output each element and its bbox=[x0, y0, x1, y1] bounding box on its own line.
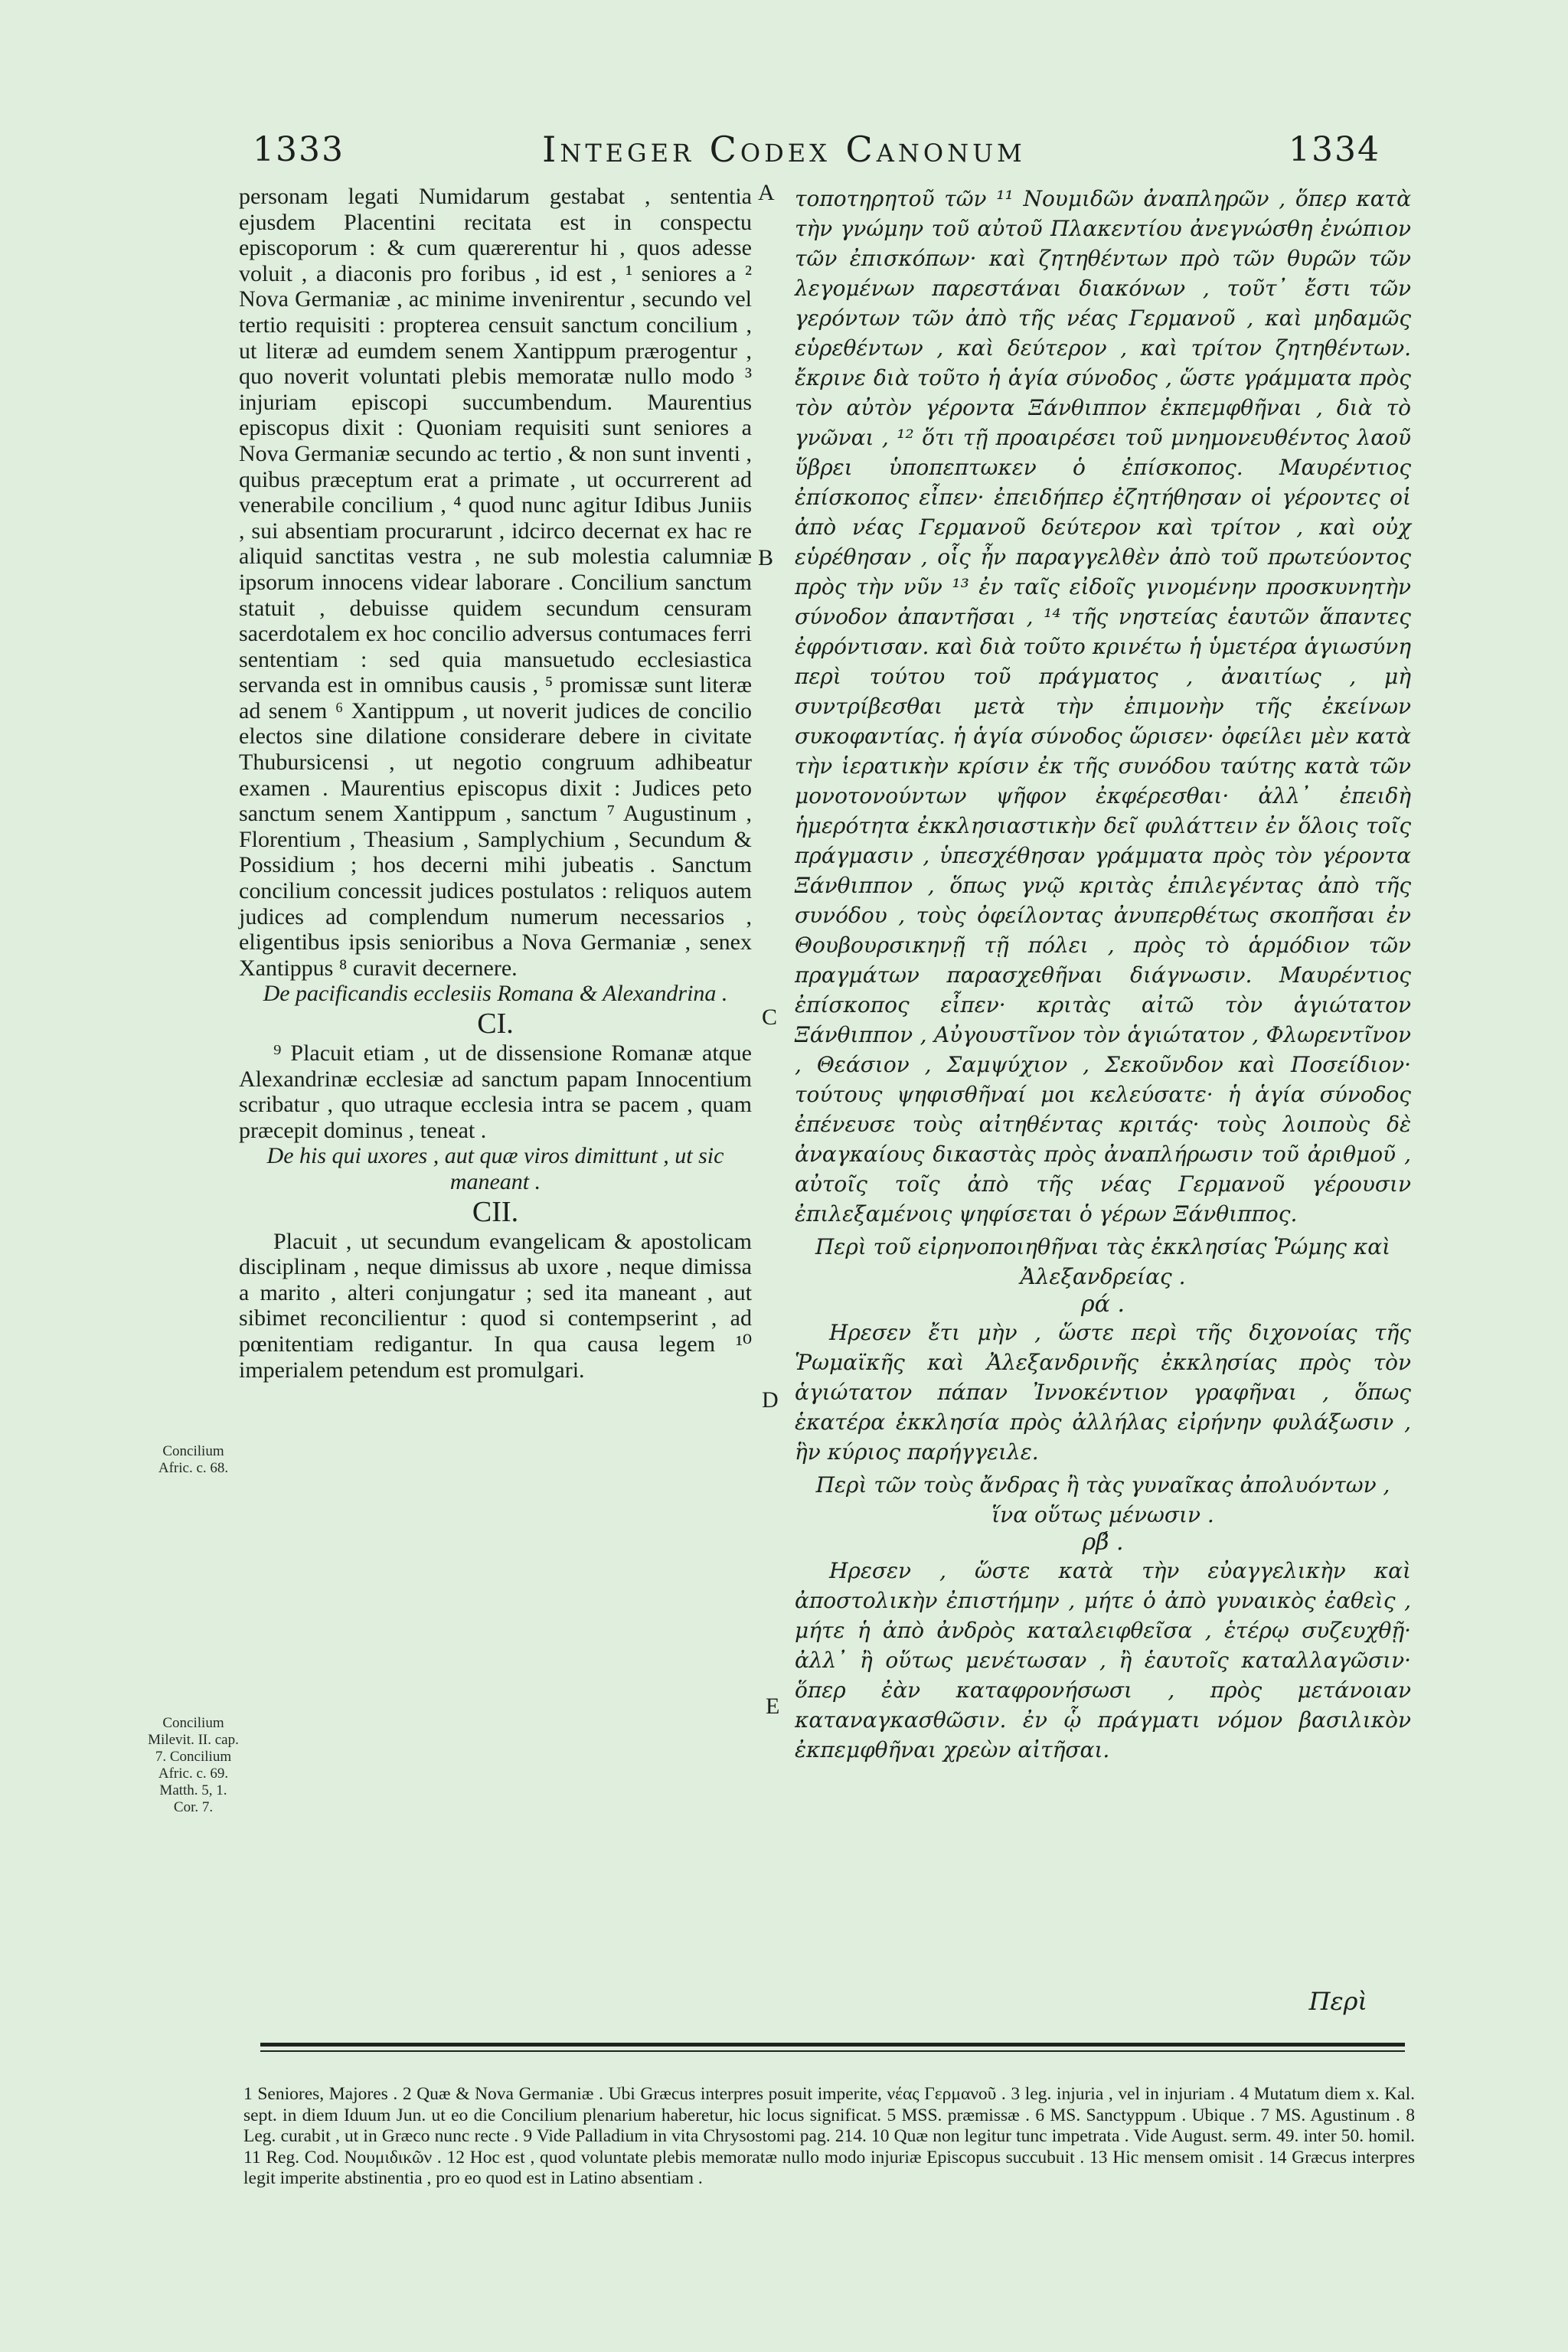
catchword: Περὶ bbox=[1308, 1987, 1367, 2016]
greek-section-number-101: ρά . bbox=[1081, 1291, 1125, 1318]
margin-letter-b: B bbox=[758, 545, 774, 570]
running-title: Integer Codex Canonum bbox=[542, 129, 1026, 170]
footnotes bbox=[243, 2084, 1415, 2190]
footnote-rule-thin bbox=[260, 2050, 1405, 2052]
margin-letter-e: E bbox=[766, 1694, 780, 1719]
footnote-rule-thick bbox=[260, 2043, 1405, 2047]
margin-letter-d: D bbox=[762, 1387, 779, 1413]
latin-canon-102: Placuit , ut secundum evangelicam & apostolicam disciplinam , neque dimissus ab uxore , neque dimissa a marito , alteri conjungatur ; sed ita maneant , aut sibimet reconcilientur : quod si contempserint , ad pœnitentiam redigantur. In qua causa legem ¹⁰ imperialem petendum est promulgari. bbox=[239, 1228, 752, 1383]
latin-section-number-102: CII. bbox=[472, 1195, 519, 1228]
page-number-right: 1334 bbox=[1289, 130, 1380, 169]
greek-section-title-101: Περὶ τοῦ εἰρηνοποιηθῆναι τὰς ἐκκλησίας Ῥώμης καὶ Ἀλεξανδρείας . bbox=[815, 1234, 1391, 1289]
greek-section-number-102: ρβ́ . bbox=[1082, 1529, 1124, 1556]
greek-section-title-102: Περὶ τῶν τοὺς ἄνδρας ἢ τὰς γυναῖκας ἀπολυόντων , ἵνα οὕτως μένωσιν . bbox=[815, 1472, 1390, 1527]
greek-canon-101: Ηρεσεν ἔτι μὴν , ὥστε περὶ τῆς διχονοίας τῆς Ῥωμαϊκῆς καὶ Ἀλεξανδρινῆς ἐκκλησίας πρὸς τὸν ἁγιώτατον πάπαν Ἰννοκέντιον γραφῆναι , ὅπως ἑκατέρα ἐκκλησία πρὸς ἀλλήλας εἰρήνην φυλάξωσιν , ἣν κύριος παρήγγειλε. bbox=[795, 1320, 1411, 1465]
side-note-concilium-afric-68: Concilium Afric. c. 68. bbox=[158, 1443, 229, 1476]
margin-letter-c: C bbox=[762, 1004, 778, 1030]
margin-letter-a: A bbox=[758, 180, 775, 205]
greek-canon-102: Ηρεσεν , ὥστε κατὰ τὴν εὐαγγελικὴν καὶ ἀποστολικὴν ἐπιστήμην , μήτε ὁ ἀπὸ γυναικὸς ἐαθεὶς , μήτε ἡ ἀπὸ ἀνδρὸς καταλειφθεῖσα , ἑτέρῳ συζευχθῇ· ἀλλ᾽ ἢ οὕτως μενέτωσαν , ἢ ἑαυτοῖς καταλλαγῶσιν· ὅπερ ἐὰν καταφρονήσωσι , πρὸς μετάνοιαν καταναγκασθῶσιν. ἐν ᾧ πράγματι νόμον βασιλικὸν ἐκπεμφθῆναι χρεὼν αἰτῆσαι. bbox=[795, 1558, 1411, 1762]
page-number-left: 1333 bbox=[253, 130, 345, 169]
latin-canon-101: ⁹ Placuit etiam , ut de dissensione Romanæ atque Alexandrinæ ecclesiæ ad sanctum papam Innocentium scribatur , quo utraque ecclesia intra se pacem , quam præcepit dominus , teneat . bbox=[239, 1040, 752, 1143]
side-note-concilium-milevit: Concilium Milevit. II. cap. 7. Concilium Afric. c. 69. Matth. 5, 1. Cor. 7. bbox=[148, 1715, 239, 1815]
latin-section-title-102: De his qui uxores , aut quæ viros dimittunt , ut sic maneant . bbox=[266, 1143, 724, 1194]
greek-column bbox=[795, 184, 1411, 1765]
footnotes-text: 1 Seniores, Majores . 2 Quæ & Nova Germaniæ . Ubi Græcus interpres posuit imperite, νέας Γερμανοῦ . 3 leg. injuria , vel in injuriam . 4 Mutatum diem x. Kal. sept. in diem Iduum Jun. ut eo die Concilium plenarium haberetur, hic locus significat. 5 MSS. præmissæ . 6 MS. Sanctyppum . Ubique . 7 MS. Agustinum . 8 Leg. curabit , ut in Græco nunc recte . 9 Vide Palladium in vita Chrysostomi pag. 214. 10 Quæ non legitur tunc impetrata . Vide August. serm. 49. inter 50. homil. 11 Reg. Cod. Νουμιδικῶν . 12 Hoc est , quod voluntate plebis memoratæ nullo modo injuriæ Episcopus succubuit . 13 Hic mensem omisit . 14 Græcus interpres legit imperite abstinentia , pro eo quod est in Latino absentiam . bbox=[243, 2084, 1415, 2188]
latin-section-title-101: De pacificandis ecclesiis Romana & Alexandrina . bbox=[263, 981, 728, 1007]
latin-column bbox=[239, 184, 752, 1383]
greek-paragraph: τοποτηρητοῦ τῶν ¹¹ Νουμιδῶν ἀναπληρῶν , ὅπερ κατὰ τὴν γνώμην τοῦ αὐτοῦ Πλακεντίου ἀνεγνώσθη ἐνώπιον τῶν ἐπισκόπων· καὶ ζητηθέντων πρὸ τῶν θυρῶν τῶν λεγομένων παρεστάναι διακόνων , τοῦτ᾽ ἔστι τῶν γερόντων τῶν ἀπὸ τῆς νέας Γερμανοῦ , καὶ μηδαμῶς εὑρεθέντων , καὶ δεύτερον , καὶ τρίτον ζητηθέντων. ἔκρινε διὰ τοῦτο ἡ ἁγία σύνοδος , ὥστε γράμματα πρὸς τὸν αὐτὸν γέροντα Ξάνθιππον ἐκπεμφθῆναι , διὰ τὸ γνῶναι , ¹² ὅτι τῇ προαιρέσει τοῦ μνημονευθέντος λαοῦ ὕβρει ὑποπεπτωκεν ὁ ἐπίσκοπος. Μαυρέντιος ἐπίσκοπος εἶπεν· ἐπειδήπερ ἐζητήθησαν οἱ γέροντες οἱ ἀπὸ νέας Γερμανοῦ δεύτερον καὶ τρίτον , καὶ οὐχ εὑρέθησαν , οἷς ἦν παραγγελθὲν ἀπὸ τοῦ πρωτεύοντος πρὸς τὴν νῦν ¹³ ἐν ταῖς εἰδοῖς γινομένην προσκυνητὴν σύνοδον ἀπαντῆσαι , ¹⁴ τῆς νηστείας ἑαυτῶν ἅπαντες ἐφρόντισαν. καὶ διὰ τοῦτο κρινέτω ἡ ὑμετέρα ἁγιωσύνη περὶ τούτου τοῦ πράγματος , ἀναιτίως , μὴ συντρίβεσθαι μετὰ τὴν ἐπιμονὴν τῆς ἐκείνων συκοφαντίας. ἡ ἁγία σύνοδος ὥρισεν· ὀφείλει μὲν κατὰ τὴν ἱερατικὴν κρίσιν ἐκ τῆς συνόδου ταύτης κατὰ τῶν μονοτονούντων ψῆφον ἐκφέρεσθαι· ἀλλ᾽ ἐπειδὴ ἡμερότητα ἐκκλησιαστικὴν δεῖ φυλάττειν ἐν ὅλοις τοῖς πράγμασιν , ὑπεσχέθησαν γράμματα πρὸς τὸν γέροντα Ξάνθιππον , ὅπως γνῷ κριτὰς ἐπιλεγέντας ἀπὸ τῆς συνόδου , τοὺς ὀφείλοντας ἀνυπερθέτως σκοπῆσαι ἐν Θουβουρσικηνῇ τῇ πόλει , πρὸς τὸ ἁρμόδιον τῶν πραγμάτων παρασχεθῆναι διάγνωσιν. Μαυρέντιος ἐπίσκοπος εἶπεν· κριτὰς αἰτῶ τὸν ἁγιώτατον Ξάνθιππον , Αὐγουστῖνον τὸν ἁγιώτατον , Φλωρεντῖνον , Θεάσιον , Σαμψύχιον , Σεκοῦνδον καὶ Ποσείδιον· τούτους ψηφισθῆναί μοι κελεύσατε· ἡ ἁγία σύνοδος ἐπένευσε τοὺς αἰτηθέντας κριτάς· τοὺς λοιποὺς δὲ ἀναγκαίους δικαστὰς πρὸς ἀναπλήρωσιν τοῦ ἀριθμοῦ , αὐτοῖς τοῖς ἀπὸ τῆς νέας Γερμανοῦ γέρουσιν ἐπιλεξαμένοις ψηφίσεται ὁ γέρων Ξάνθιππος. bbox=[795, 186, 1411, 1227]
latin-paragraph: personam legati Numidarum gestabat , sententia ejusdem Placentini recitata est in conspectu episcoporum : & cum quærerentur hi , quos adesse voluit , a diaconis pro foribus , id est , ¹ seniores a ² Nova Germaniæ , ac minime invenirentur , secundo vel tertio requisiti : propterea censuit sanctum concilium , ut literæ ad eumdem senem Xantippum prærogentur , quo noverit voluntati plebis memoratæ nullo modo ³ injuriam episcopi succumbendum. Maurentius episcopus dixit : Quoniam requisiti sunt seniores a Nova Germaniæ secundo ac tertio , & non sunt inventi , quibus præceptum erat a primate , ut occurrerent ad venerabile concilium , ⁴ quod nunc agitur Idibus Juniis , sui absentiam procurarunt , idcirco decernat ex hac re aliquid sanctitas vestra , ne sub molestia calumniæ ipsorum innocens videar laborare . Concilium sanctum statuit , debuisse quidem secundum censuram sacerdotalem ex hoc concilio adversus contumaces ferri sententiam : sed quia mansuetudo ecclesiastica servanda est in omnibus causis , ⁵ promissæ sunt literæ ad senem ⁶ Xantippum , ut noverit judices de concilio electos sine dilatione considerare debere in civitate Thubursicensi , ut negotio congruum adhibeatur examen . Maurentius episcopus dixit : Judices peto sanctum senem Xantippum , sanctum ⁷ Augustinum , Florentium , Theasium , Samplychium , Secundum & Possidium ; hos decerni mihi jubeatis . Sanctum concilium concessit judices postulatos : reliquos autem judices ad complendum numerum necessarios , eligentibus ipsis senioribus a Nova Germaniæ , senex Xantippus ⁸ curavit decernere. bbox=[239, 184, 752, 981]
latin-section-number-101: CI. bbox=[477, 1008, 514, 1040]
